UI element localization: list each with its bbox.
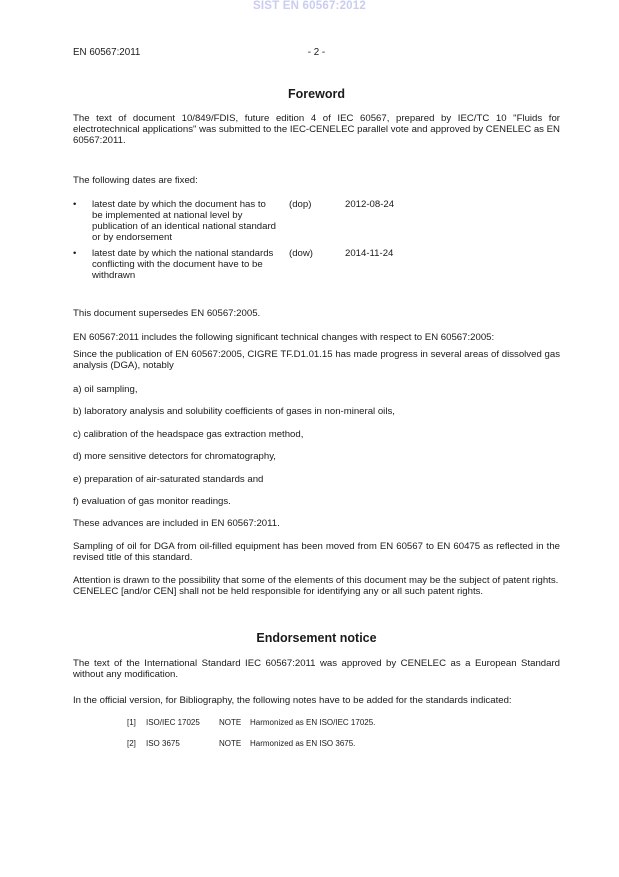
foreword-title: Foreword [288, 87, 345, 101]
change-item-a: a) oil sampling, [73, 384, 138, 395]
date-item-text: latest date by which the national standards conflicting with the document have to be withdrawn [92, 248, 274, 281]
date-item-date: 2014-11-24 [345, 248, 394, 259]
sampling-text: Sampling of oil for DGA from oil-filled equipment has been moved from EN 60567 to EN 60475 as reflected in the revised title of this standard. [73, 541, 560, 563]
bib-note: Harmonized as EN ISO/IEC 17025. [250, 718, 376, 727]
change-item-c: c) calibration of the headspace gas extraction method, [73, 429, 304, 440]
progress-text: Since the publication of EN 60567:2005, CIGRE TF.D1.01.15 has made progress in several areas of dissolved gas analysis (DGA), notably [73, 349, 560, 371]
change-item-f: f) evaluation of gas monitor readings. [73, 496, 231, 507]
bibliography-entry-2 [0, 738, 619, 750]
patent-text: Attention is drawn to the possibility that some of the elements of this document may be the subject of patent rights. CENELEC [and/or CEN] shall not be held responsible for identifying any or all such patent rights. [73, 575, 559, 597]
bibliography-entry-1 [0, 717, 619, 729]
bullet-icon: • [73, 248, 77, 259]
bib-ref: [2] [127, 739, 136, 748]
header-page-number: - 2 - [307, 47, 326, 58]
bib-standard: ISO/IEC 17025 [146, 718, 200, 727]
bullet-icon: • [73, 199, 77, 210]
foreword-intro: The text of document 10/849/FDIS, future edition 4 of IEC 60567, prepared by IEC/TC 10 "Fluids for electrotechnical applications" was submitted to the IEC-CENELEC parallel vote and approved by CENELEC as EN 60567:2011. [73, 113, 560, 146]
supersedes-text: This document supersedes EN 60567:2005. [73, 308, 261, 319]
bib-note: Harmonized as EN ISO 3675. [250, 739, 356, 748]
date-item-text: latest date by which the document has to be implemented at national level by publication of an identical national standard or by endorsement [92, 199, 277, 243]
date-item-code: (dow) [289, 248, 313, 259]
bib-note-label: NOTE [219, 718, 242, 727]
advances-text: These advances are included in EN 60567:2011. [73, 518, 280, 529]
endorsement-text: The text of the International Standard IEC 60567:2011 was approved by CENELEC as a European Standard without any modification. [73, 658, 560, 680]
date-item-code: (dop) [289, 199, 312, 210]
header-doc-id: EN 60567:2011 [73, 47, 141, 58]
dates-intro: The following dates are fixed: [73, 175, 198, 186]
change-item-d: d) more sensitive detectors for chromatography, [73, 451, 276, 462]
bib-standard: ISO 3675 [146, 739, 180, 748]
watermark: SIST EN 60567:2012 [253, 0, 366, 12]
endorsement-title: Endorsement notice [256, 631, 377, 645]
bib-note-label: NOTE [219, 739, 242, 748]
date-item-date: 2012-08-24 [345, 199, 395, 210]
changes-intro: EN 60567:2011 includes the following significant technical changes with respect to EN 60567:2005: [73, 332, 495, 343]
change-item-b: b) laboratory analysis and solubility coefficients of gases in non-mineral oils, [73, 406, 395, 417]
bib-ref: [1] [127, 718, 136, 727]
bibliography-intro: In the official version, for Bibliography, the following notes have to be added for the standards indicated: [73, 695, 512, 706]
change-item-e: e) preparation of air-saturated standards and [73, 474, 264, 485]
